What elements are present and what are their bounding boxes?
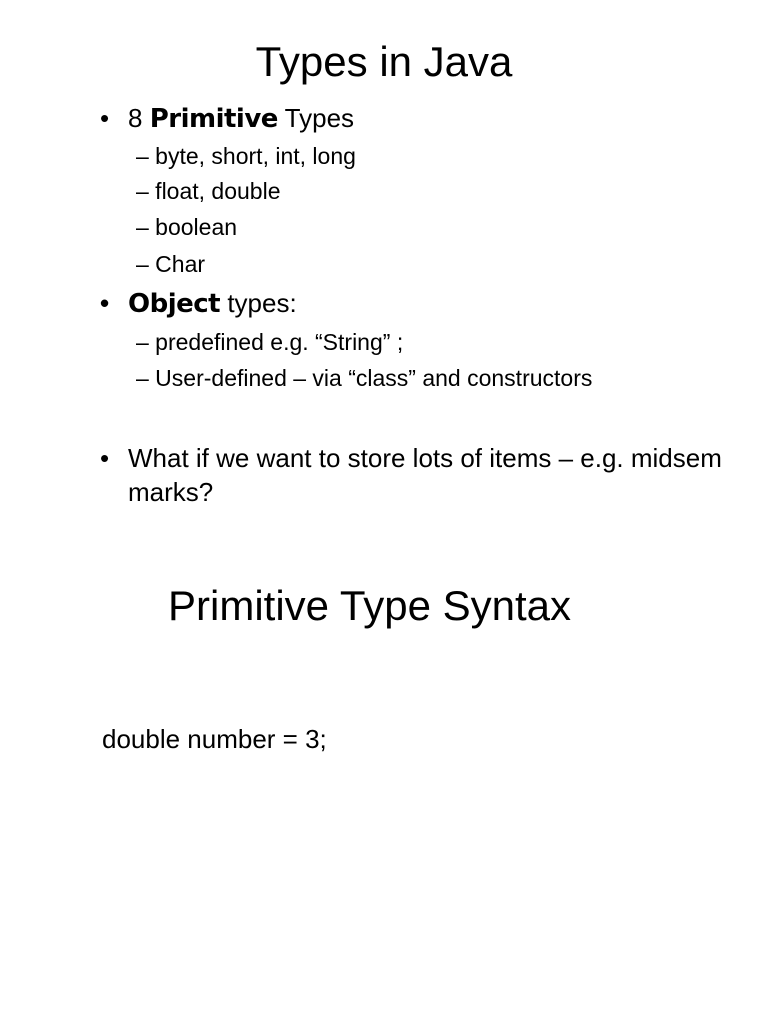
bullet-dot: • xyxy=(100,103,110,133)
sub-bullet-boolean: – boolean xyxy=(136,214,238,240)
sub-bullet-integer-types: – byte, short, int, long xyxy=(136,143,356,169)
sub-bullet-float-types: – float, double xyxy=(136,178,281,204)
bullet-primitive-types xyxy=(100,101,354,136)
sub-bullet-user-defined: – User-defined – via “class” and constructors xyxy=(136,365,593,391)
bullet-question-text: What if we want to store lots of items – e.g. midsem marks? xyxy=(128,443,722,507)
bullet-store-lots-question xyxy=(100,441,740,509)
bullet-dot: • xyxy=(100,443,110,473)
bullet-emphasis-object: Object xyxy=(128,289,221,319)
bullet-dot: • xyxy=(100,288,110,318)
slide-title-primitive-type-syntax: Primitive Type Syntax xyxy=(168,582,572,629)
sub-bullet-predefined: – predefined e.g. “String” ; xyxy=(136,329,404,355)
bullet-suffix: Types xyxy=(277,103,355,133)
bullet-object-types xyxy=(100,286,297,321)
code-example-line: double number = 3; xyxy=(102,724,327,754)
bullet-prefix: 8 xyxy=(128,103,150,133)
bullet-emphasis-primitive: Primitive xyxy=(149,104,278,134)
sub-bullet-char: – Char xyxy=(136,251,206,277)
bullet-suffix: types: xyxy=(220,288,297,318)
slide-title-types-in-java: Types in Java xyxy=(255,38,513,85)
